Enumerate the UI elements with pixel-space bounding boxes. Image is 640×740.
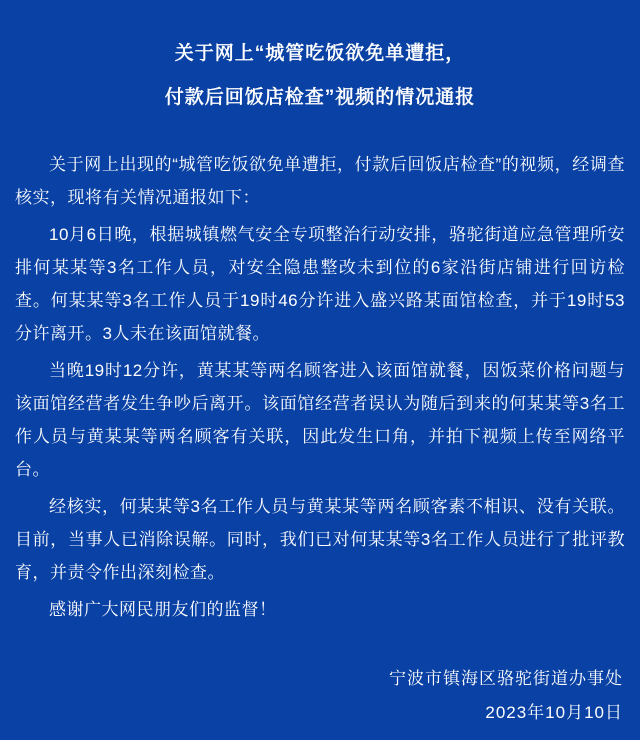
paragraph-incident-details: 当晚19时12分许，黄某某等两名顾客进入该面馆就餐，因饭菜价格问题与该面馆经营者发生争吵后离开。该面馆经营者误认为随后到来的何某某等3名工作人员与黄某某等两名顾客有关联，因此发生口角，并拍下视频上传至网络平台。 (15, 361, 625, 479)
paragraph-verification-result: 经核实，何某某等3名工作人员与黄某某等两名顾客素不相识、没有关联。目前，当事人已消除误解。同时，我们已对何某某等3名工作人员进行了批评教育，并责令作出深刻检查。 (15, 497, 625, 582)
notice-body (15, 148, 625, 626)
paragraph-inspection-details: 10月6日晚，根据城镇燃气安全专项整治行动安排，骆驼街道应急管理所安排何某某等3名工作人员，对安全隐患整改未到位的6家沿街店铺进行回访检查。何某某等3名工作人员于19时46分许进入盛兴路某面馆检查，并于19时53分许离开。3人未在该面馆就餐。 (15, 225, 625, 343)
paragraph-thanks: 感谢广大网民朋友们的监督！ (49, 600, 277, 619)
notice-title-line-1: 关于网上“城管吃饭欲免单遭拒， (174, 43, 466, 64)
notice-footer (15, 662, 625, 730)
issue-date: 2023年10月10日 (485, 703, 623, 722)
paragraph-intro: 关于网上出现的“城管吃饭欲免单遭拒，付款后回饭店检查”的视频，经调查核实，现将有关情况通报如下： (15, 155, 625, 207)
notice-title (15, 32, 625, 120)
notice-title-line-2: 付款后回饭店检查”视频的情况通报 (164, 87, 476, 108)
issuer-organization: 宁波市镇海区骆驼街道办事处 (389, 669, 623, 688)
